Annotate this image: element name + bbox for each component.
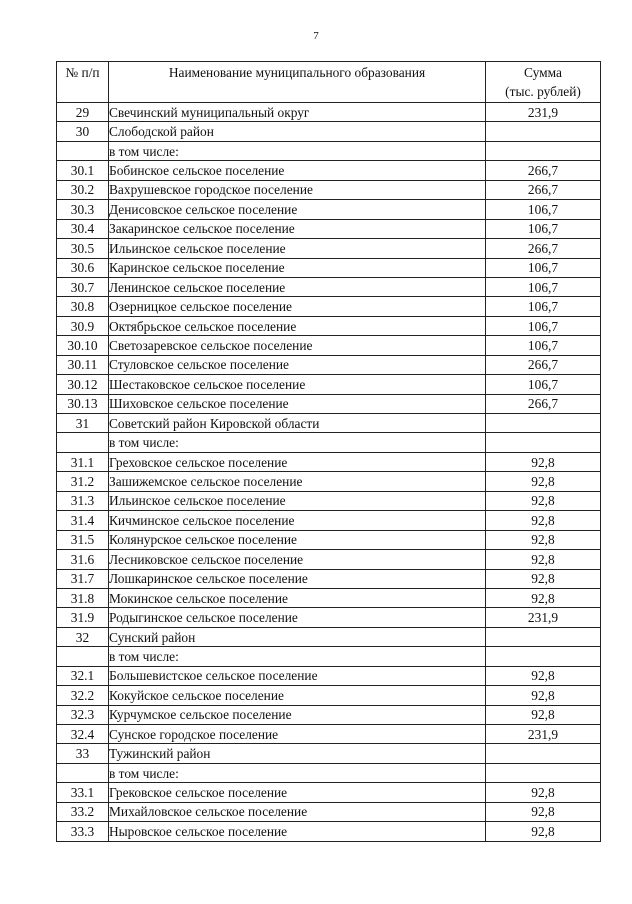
row-municipality-name: Ныровское сельское поселение — [109, 822, 486, 841]
row-number — [57, 433, 109, 452]
table-row — [57, 161, 601, 180]
table-row — [57, 744, 601, 763]
row-amount: 266,7 — [486, 161, 601, 180]
row-number: 32.3 — [57, 705, 109, 724]
row-municipality-name: Курчумское сельское поселение — [109, 705, 486, 724]
table-row — [57, 550, 601, 569]
row-municipality-name: Октябрьское сельское поселение — [109, 316, 486, 335]
row-number: 30.7 — [57, 277, 109, 296]
row-municipality-name: Грековское сельское поселение — [109, 783, 486, 802]
row-municipality-name: Михайловское сельское поселение — [109, 802, 486, 821]
table-row — [57, 336, 601, 355]
row-municipality-name: Свечинский муниципальный округ — [109, 103, 486, 122]
table-row — [57, 705, 601, 724]
row-municipality-name: Шестаковское сельское поселение — [109, 375, 486, 394]
row-amount: 266,7 — [486, 394, 601, 413]
table-row — [57, 472, 601, 491]
row-municipality-name: в том числе: — [109, 647, 486, 666]
row-municipality-name: Ильинское сельское поселение — [109, 239, 486, 258]
row-number: 32.1 — [57, 666, 109, 685]
row-amount: 231,9 — [486, 608, 601, 627]
row-amount: 106,7 — [486, 336, 601, 355]
row-municipality-name: Лошкаринское сельское поселение — [109, 569, 486, 588]
row-number: 30 — [57, 122, 109, 141]
row-municipality-name: Греховское сельское поселение — [109, 452, 486, 471]
row-amount: 92,8 — [486, 802, 601, 821]
header-row — [57, 62, 601, 103]
row-amount: 106,7 — [486, 200, 601, 219]
table-row — [57, 316, 601, 335]
row-municipality-name: Слободской район — [109, 122, 486, 141]
header-amount-unit: (тыс. рублей) — [505, 84, 581, 99]
row-amount: 231,9 — [486, 725, 601, 744]
row-amount — [486, 141, 601, 160]
table-row — [57, 530, 601, 549]
row-amount: 266,7 — [486, 180, 601, 199]
row-number: 31.7 — [57, 569, 109, 588]
table-row — [57, 277, 601, 296]
row-amount — [486, 433, 601, 452]
table-row — [57, 258, 601, 277]
row-number: 30.8 — [57, 297, 109, 316]
table-row — [57, 783, 601, 802]
row-amount: 92,8 — [486, 452, 601, 471]
page-number: 7 — [313, 30, 319, 42]
row-number: 30.5 — [57, 239, 109, 258]
row-number: 32 — [57, 627, 109, 646]
table-body — [57, 103, 601, 842]
row-municipality-name: Сунское городское поселение — [109, 725, 486, 744]
row-amount: 92,8 — [486, 530, 601, 549]
table-row — [57, 219, 601, 238]
row-amount — [486, 414, 601, 433]
table-row — [57, 375, 601, 394]
row-number: 30.6 — [57, 258, 109, 277]
row-number: 30.1 — [57, 161, 109, 180]
row-municipality-name: Светозаревское сельское поселение — [109, 336, 486, 355]
row-amount: 106,7 — [486, 297, 601, 316]
row-municipality-name: Денисовское сельское поселение — [109, 200, 486, 219]
row-amount: 266,7 — [486, 239, 601, 258]
row-amount: 231,9 — [486, 103, 601, 122]
table-row — [57, 394, 601, 413]
row-municipality-name: Озерницкое сельское поселение — [109, 297, 486, 316]
row-number: 30.3 — [57, 200, 109, 219]
row-municipality-name: в том числе: — [109, 433, 486, 452]
row-number: 31.1 — [57, 452, 109, 471]
row-amount — [486, 744, 601, 763]
header-amount-title: Сумма — [524, 65, 562, 80]
table-row — [57, 433, 601, 452]
allocation-table — [56, 61, 601, 842]
table-row — [57, 414, 601, 433]
row-amount: 92,8 — [486, 511, 601, 530]
row-municipality-name: Сунский район — [109, 627, 486, 646]
row-number: 30.10 — [57, 336, 109, 355]
row-number: 32.4 — [57, 725, 109, 744]
row-number: 31.5 — [57, 530, 109, 549]
row-number: 31.3 — [57, 491, 109, 510]
row-number: 31.2 — [57, 472, 109, 491]
table-row — [57, 491, 601, 510]
row-amount: 92,8 — [486, 550, 601, 569]
row-number: 32.2 — [57, 686, 109, 705]
table-row — [57, 608, 601, 627]
row-amount: 92,8 — [486, 588, 601, 607]
row-amount: 92,8 — [486, 783, 601, 802]
table-row — [57, 569, 601, 588]
row-number: 33.3 — [57, 822, 109, 841]
row-municipality-name: Зашижемское сельское поселение — [109, 472, 486, 491]
row-amount: 92,8 — [486, 491, 601, 510]
table-row — [57, 666, 601, 685]
row-municipality-name: Советский район Кировской области — [109, 414, 486, 433]
header-municipality-name: Наименование муниципального образования — [109, 62, 486, 103]
header-number: № п/п — [57, 62, 109, 103]
row-number: 31.6 — [57, 550, 109, 569]
row-number: 29 — [57, 103, 109, 122]
table-row — [57, 822, 601, 841]
table-row — [57, 141, 601, 160]
row-municipality-name: Закаринское сельское поселение — [109, 219, 486, 238]
row-municipality-name: Лесниковское сельское поселение — [109, 550, 486, 569]
table-row — [57, 725, 601, 744]
row-municipality-name: Кичминское сельское поселение — [109, 511, 486, 530]
table-row — [57, 452, 601, 471]
row-municipality-name: Бобинское сельское поселение — [109, 161, 486, 180]
row-municipality-name: Колянурское сельское поселение — [109, 530, 486, 549]
row-amount: 266,7 — [486, 355, 601, 374]
table-row — [57, 297, 601, 316]
row-amount: 92,8 — [486, 666, 601, 685]
row-municipality-name: Стуловское сельское поселение — [109, 355, 486, 374]
table-row — [57, 511, 601, 530]
row-number: 33.1 — [57, 783, 109, 802]
row-number: 31.8 — [57, 588, 109, 607]
table-row — [57, 355, 601, 374]
row-municipality-name: Мокинское сельское поселение — [109, 588, 486, 607]
row-municipality-name: Родыгинское сельское поселение — [109, 608, 486, 627]
row-municipality-name: Ильинское сельское поселение — [109, 491, 486, 510]
row-municipality-name: Большевистское сельское поселение — [109, 666, 486, 685]
row-amount — [486, 647, 601, 666]
row-number: 30.12 — [57, 375, 109, 394]
row-amount: 92,8 — [486, 705, 601, 724]
row-amount: 106,7 — [486, 375, 601, 394]
row-municipality-name: Вахрушевское городское поселение — [109, 180, 486, 199]
row-number: 33.2 — [57, 802, 109, 821]
row-number: 30.2 — [57, 180, 109, 199]
row-number — [57, 647, 109, 666]
row-amount: 92,8 — [486, 472, 601, 491]
row-municipality-name: Шиховское сельское поселение — [109, 394, 486, 413]
table-row — [57, 103, 601, 122]
row-municipality-name: в том числе: — [109, 763, 486, 782]
table-row — [57, 239, 601, 258]
row-number: 33 — [57, 744, 109, 763]
row-municipality-name: Ленинское сельское поселение — [109, 277, 486, 296]
row-amount — [486, 763, 601, 782]
row-amount: 92,8 — [486, 569, 601, 588]
table-header — [57, 62, 601, 103]
row-number: 30.9 — [57, 316, 109, 335]
table-row — [57, 647, 601, 666]
row-amount — [486, 627, 601, 646]
row-municipality-name: Тужинский район — [109, 744, 486, 763]
row-amount: 106,7 — [486, 316, 601, 335]
table-row — [57, 200, 601, 219]
row-number: 30.4 — [57, 219, 109, 238]
table-row — [57, 180, 601, 199]
table-row — [57, 802, 601, 821]
table-row — [57, 627, 601, 646]
row-amount: 92,8 — [486, 822, 601, 841]
row-number: 31 — [57, 414, 109, 433]
row-number: 30.13 — [57, 394, 109, 413]
row-number — [57, 141, 109, 160]
table-row — [57, 122, 601, 141]
table-row — [57, 588, 601, 607]
row-amount: 106,7 — [486, 277, 601, 296]
row-municipality-name: в том числе: — [109, 141, 486, 160]
table-row — [57, 763, 601, 782]
row-amount: 92,8 — [486, 686, 601, 705]
row-number — [57, 763, 109, 782]
row-number: 31.9 — [57, 608, 109, 627]
row-amount: 106,7 — [486, 258, 601, 277]
table-row — [57, 686, 601, 705]
row-amount — [486, 122, 601, 141]
row-municipality-name: Каринское сельское поселение — [109, 258, 486, 277]
row-municipality-name: Кокуйское сельское поселение — [109, 686, 486, 705]
row-number: 30.11 — [57, 355, 109, 374]
header-amount — [486, 62, 601, 103]
row-number: 31.4 — [57, 511, 109, 530]
row-amount: 106,7 — [486, 219, 601, 238]
